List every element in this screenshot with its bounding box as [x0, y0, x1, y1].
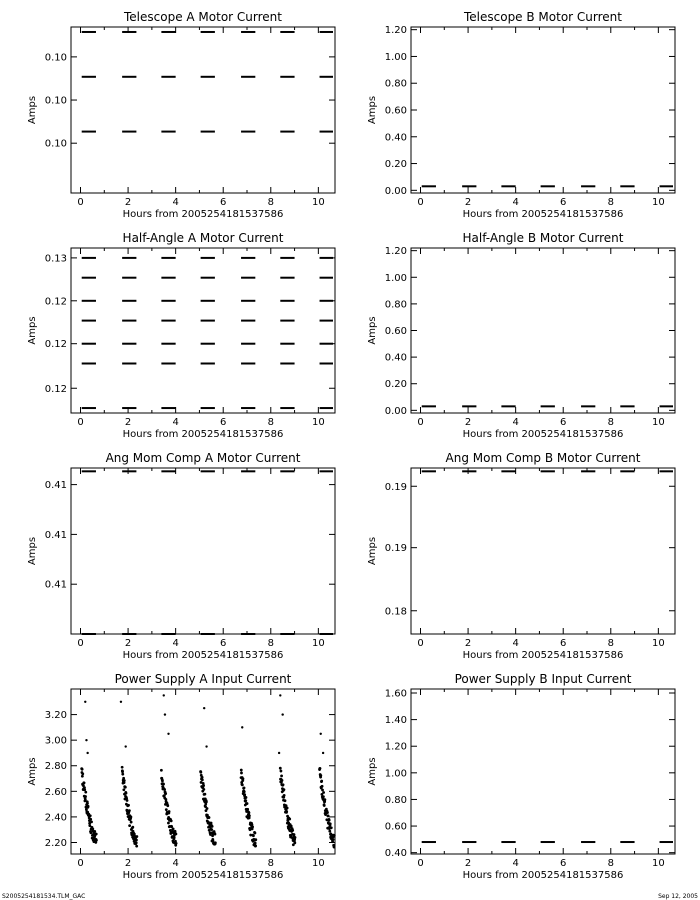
panel-7-data-point [319, 774, 322, 777]
panel-2-y-tick-label: 0.00 [384, 185, 407, 197]
panel-7-data-point [321, 785, 324, 788]
panel-4-title: Half-Angle B Motor Current [462, 231, 624, 245]
panel-7-data-point [321, 789, 324, 792]
panel-7-data-point [135, 839, 138, 842]
panel-2-x-axis-label: Hours from 2005254181537586 [462, 209, 624, 220]
panel-7-data-point [280, 775, 283, 778]
panel-7-y-tick-label: 3.00 [44, 735, 67, 747]
panel-7-data-point [162, 783, 165, 786]
panel-7-data-point [245, 796, 248, 799]
panel-8-y-axis-label: Amps [367, 757, 378, 786]
panel-2-y-tick-label: 0.80 [384, 78, 407, 90]
panel-2-y-tick-label: 1.00 [384, 51, 407, 63]
panel-6-frame [411, 468, 675, 634]
panel-7-x-tick-label: 2 [124, 858, 132, 869]
panel-7-data-point [332, 838, 335, 841]
panel-7-data-point [286, 807, 289, 810]
panel-7-data-point [175, 833, 178, 836]
panel-7-data-point [251, 826, 254, 829]
panel-7-outlier-point [85, 739, 87, 741]
panel-2-x-tick-label: 10 [651, 197, 665, 208]
panel-7-outlier-point [120, 701, 122, 703]
panel-7-data-point [254, 838, 257, 841]
panel-2-x-tick-label: 6 [560, 197, 567, 208]
panel-7-data-point [283, 788, 286, 791]
panel-5-x-tick-label: 10 [311, 638, 325, 649]
panel-8-y-tick-label: 0.40 [384, 848, 407, 860]
panel-8-y-tick-label: 0.60 [384, 821, 407, 833]
panel-7-data-point [170, 825, 173, 828]
panel-7-outlier-point [167, 733, 169, 735]
footer-left: S2005254181534.TLM_GAC [2, 893, 86, 900]
panel-7-y-tick-label: 2.80 [44, 761, 67, 773]
panel-7-outlier-point [84, 701, 86, 703]
panel-1-frame [71, 27, 335, 193]
panel-4-x-tick-label: 10 [651, 417, 665, 428]
panel-7-x-tick-label: 6 [220, 858, 227, 869]
panel-4-y-tick-label: 1.20 [384, 246, 407, 258]
panel-8-x-tick-label: 6 [560, 858, 567, 869]
panel-7-outlier-point [86, 752, 88, 754]
panel-1-x-tick-label: 10 [311, 197, 325, 208]
panel-7-data-point [160, 769, 163, 772]
panel-7-data-point [81, 768, 84, 771]
panel-7-data-point [291, 829, 294, 832]
panel-7-data-point [83, 788, 86, 791]
panel-5-x-tick-label: 2 [124, 638, 132, 649]
panel-7-data-point [288, 818, 291, 821]
panel-3-x-tick-label: 4 [172, 417, 179, 428]
panel-7-data-point [81, 773, 84, 776]
panel-7-outlier-point [278, 752, 280, 754]
panel-7-data-point [280, 770, 283, 773]
panel-7-data-point [167, 822, 170, 825]
panel-4-y-tick-label: 0.60 [384, 326, 407, 337]
panel-7-data-point [241, 783, 244, 786]
panel-7-data-point [294, 836, 297, 839]
panel-7-x-tick-label: 0 [77, 858, 84, 869]
panel-7-y-tick-label: 2.40 [44, 812, 67, 824]
panel-7-outlier-point [125, 745, 127, 747]
panel-5-frame [71, 468, 335, 634]
panel-7-data-point [122, 788, 125, 791]
panel-7-data-point [246, 802, 249, 805]
panel-3-y-tick-label: 0.13 [44, 253, 67, 265]
panel-5-x-tick-label: 6 [220, 638, 227, 649]
panel-7-x-tick-label: 8 [267, 858, 274, 869]
panel-7-data-point [202, 784, 205, 787]
panel-8-y-tick-label: 1.40 [384, 715, 407, 727]
panel-6-x-axis-label: Hours from 2005254181537586 [462, 650, 624, 661]
panel-7-data-point [95, 839, 98, 842]
panel-7-data-point [130, 821, 133, 824]
panel-4-y-axis-label: Amps [367, 316, 378, 345]
panel-8-x-tick-label: 0 [417, 858, 424, 869]
panel-3-frame [71, 248, 335, 413]
panel-7-data-point [319, 767, 322, 770]
panel-7-data-point [254, 842, 257, 845]
panel-7-data-point [175, 842, 178, 845]
panel-7-data-point [214, 833, 217, 836]
panel-2-x-tick-label: 2 [464, 197, 472, 208]
panel-6-y-tick-label: 0.19 [384, 481, 407, 493]
panel-5-x-tick-label: 8 [267, 638, 274, 649]
panel-7-data-point [87, 805, 90, 808]
panel-7-data-point [290, 825, 293, 828]
panel-7-data-point [135, 835, 138, 838]
panel-5-title: Ang Mom Comp A Motor Current [105, 451, 301, 465]
panel-7-data-point [210, 828, 213, 831]
panel-7-data-point [282, 783, 285, 786]
panel-7-data-point [328, 819, 331, 822]
panel-7-data-point [323, 798, 326, 801]
panel-7-data-point [248, 811, 251, 814]
panel-3-y-tick-label: 0.12 [44, 383, 67, 395]
panel-7-data-point [208, 816, 211, 819]
panel-7-data-point [254, 844, 257, 847]
panel-4-y-tick-label: 0.80 [384, 299, 407, 311]
panel-6-x-tick-label: 10 [651, 638, 665, 649]
panel-4-y-tick-label: 1.00 [384, 272, 407, 284]
panel-8-y-tick-label: 1.60 [384, 688, 407, 700]
panel-8-y-tick-label: 1.00 [384, 768, 407, 780]
panel-7-outlier-point [205, 745, 207, 747]
panel-8-y-tick-label: 0.80 [384, 794, 407, 806]
panel-7-data-point [206, 807, 209, 810]
panel-1-x-tick-label: 0 [77, 197, 84, 208]
panel-7-data-point [254, 832, 257, 835]
panel-3-y-axis-label: Amps [27, 316, 38, 345]
panel-7-data-point [168, 810, 171, 813]
panel-5-x-tick-label: 4 [172, 638, 179, 649]
panel-7-outlier-point [241, 726, 243, 728]
panel-4-x-tick-label: 0 [417, 417, 424, 428]
panel-1-x-tick-label: 4 [172, 197, 179, 208]
panel-4-y-tick-label: 0.20 [384, 379, 407, 391]
panel-7-data-point [165, 808, 168, 811]
panel-2-x-tick-label: 0 [417, 197, 424, 208]
panel-2-x-tick-label: 4 [512, 197, 519, 208]
panel-1-title: Telescope A Motor Current [124, 10, 282, 24]
panel-7-frame [71, 689, 335, 854]
panel-7-data-point [123, 779, 126, 782]
panel-5-y-tick-label: 0.41 [44, 579, 67, 591]
panel-4-x-tick-label: 4 [512, 417, 519, 428]
panel-6-y-tick-label: 0.19 [384, 543, 407, 555]
panel-7-data-point [205, 800, 208, 803]
panel-8-x-tick-label: 10 [651, 858, 665, 869]
panel-7-x-tick-label: 4 [172, 858, 179, 869]
panel-7-y-tick-label: 2.60 [44, 786, 67, 798]
panel-7-data-point [121, 773, 124, 776]
panel-6-x-tick-label: 8 [607, 638, 614, 649]
panel-1-x-axis-label: Hours from 2005254181537586 [122, 209, 284, 220]
panel-8-x-tick-label: 2 [464, 858, 472, 869]
panel-7-data-point [201, 779, 204, 782]
panel-7-data-point [84, 791, 87, 794]
panel-7-data-point [81, 775, 84, 778]
panel-8-x-tick-label: 4 [512, 858, 519, 869]
panel-2-y-tick-label: 0.40 [384, 132, 407, 144]
panel-7-outlier-point [322, 752, 324, 754]
panel-7-data-point [124, 786, 127, 789]
panel-1-x-tick-label: 8 [267, 197, 274, 208]
panel-2-frame [411, 27, 675, 193]
panel-7-outlier-point [279, 694, 281, 696]
panel-7-data-point [328, 830, 331, 833]
panel-7-data-point [333, 846, 336, 849]
panel-7-data-point [293, 841, 296, 844]
panel-7-data-point [246, 808, 249, 811]
panel-3-y-tick-label: 0.12 [44, 339, 67, 351]
panel-7-data-point [285, 810, 288, 813]
panel-4-y-tick-label: 0.00 [384, 405, 407, 417]
panel-7-data-point [202, 788, 205, 791]
panel-7-data-point [89, 818, 92, 821]
panel-7-data-point [93, 830, 96, 833]
panel-7-data-point [214, 841, 217, 844]
panel-1-x-tick-label: 2 [124, 197, 132, 208]
panel-1-x-tick-label: 6 [220, 197, 227, 208]
panel-2-x-tick-label: 8 [607, 197, 614, 208]
panel-7-outlier-point [163, 694, 165, 696]
panel-7-data-point [170, 819, 173, 822]
panel-5-y-tick-label: 0.41 [44, 480, 67, 492]
panel-7-data-point [203, 793, 206, 796]
panel-1-y-tick-label: 0.10 [44, 95, 67, 107]
panel-7-data-point [327, 815, 330, 818]
panel-7-data-point [240, 769, 243, 772]
panel-2-y-tick-label: 1.20 [384, 25, 407, 37]
panel-7-outlier-point [320, 733, 322, 735]
panel-1-y-axis-label: Amps [27, 95, 38, 125]
panel-7-data-point [201, 776, 204, 779]
panel-7-y-tick-label: 3.20 [44, 710, 67, 722]
panel-7-data-point [121, 766, 124, 769]
panel-7-data-point [135, 841, 138, 844]
panel-6-title: Ang Mom Comp B Motor Current [445, 451, 641, 465]
panel-7-data-point [283, 794, 286, 797]
panel-7-x-tick-label: 10 [311, 858, 325, 869]
panel-7-data-point [83, 781, 86, 784]
panel-2-title: Telescope B Motor Current [463, 10, 623, 24]
panel-7-data-point [329, 822, 332, 825]
panel-6-y-axis-label: Amps [367, 536, 378, 566]
panel-7-data-point [166, 804, 169, 807]
panel-7-data-point [330, 826, 333, 829]
panel-7-data-point [322, 795, 325, 798]
panel-7-data-point [199, 771, 202, 774]
panel-2-y-axis-label: Amps [367, 95, 378, 125]
panel-7-data-point [125, 792, 128, 795]
panel-4-x-tick-label: 8 [607, 417, 614, 428]
panel-5-y-tick-label: 0.41 [44, 529, 67, 541]
panel-4-frame [411, 248, 675, 413]
panel-7-data-point [86, 802, 89, 805]
panel-7-data-point [163, 788, 166, 791]
panel-7-data-point [84, 795, 87, 798]
panel-8-x-axis-label: Hours from 2005254181537586 [462, 870, 624, 881]
panel-7-data-point [121, 770, 124, 773]
panel-7-data-point [128, 824, 131, 827]
panel-7-data-point [135, 845, 138, 848]
panel-7-title: Power Supply A Input Current [114, 672, 292, 686]
panel-4-x-tick-label: 2 [464, 417, 472, 428]
panel-7-data-point [161, 779, 164, 782]
panel-7-data-point [252, 834, 255, 837]
panel-5-x-axis-label: Hours from 2005254181537586 [122, 650, 284, 661]
panel-3-title: Half-Angle A Motor Current [122, 231, 284, 245]
panel-7-data-point [129, 816, 132, 819]
panel-6-x-tick-label: 2 [464, 638, 472, 649]
panel-3-x-tick-label: 2 [124, 417, 132, 428]
panel-1-y-tick-label: 0.10 [44, 52, 67, 64]
footer-right: Sep 12, 2005 [658, 893, 698, 900]
panel-7-outlier-point [203, 707, 205, 709]
panel-7-data-point [243, 793, 246, 796]
panel-7-data-point [244, 799, 247, 802]
panel-7-data-point [131, 826, 134, 829]
panel-4-x-axis-label: Hours from 2005254181537586 [462, 429, 624, 440]
panel-6-y-tick-label: 0.18 [384, 606, 407, 618]
panel-5-y-axis-label: Amps [27, 536, 38, 566]
panel-3-x-axis-label: Hours from 2005254181537586 [122, 429, 284, 440]
panel-7-x-axis-label: Hours from 2005254181537586 [122, 870, 284, 881]
panel-7-y-tick-label: 2.20 [44, 837, 67, 849]
panel-3-x-tick-label: 8 [267, 417, 274, 428]
panel-7-data-point [95, 833, 98, 836]
panel-7-data-point [333, 834, 336, 837]
panel-2-y-tick-label: 0.60 [384, 105, 407, 117]
panel-7-data-point [320, 780, 323, 783]
panel-7-data-point [322, 791, 325, 794]
panel-7-data-point [326, 811, 329, 814]
panel-7-data-point [279, 767, 282, 770]
panel-7-data-point [126, 799, 129, 802]
panel-7-data-point [172, 828, 175, 831]
panel-7-data-point [89, 814, 92, 817]
panel-7-data-point [243, 787, 246, 790]
panel-7-data-point [127, 804, 130, 807]
panel-8-frame [411, 689, 675, 854]
panel-4-x-tick-label: 6 [560, 417, 567, 428]
panel-7-data-point [243, 790, 246, 793]
panel-7-data-point [164, 792, 167, 795]
panel-8-x-tick-label: 8 [607, 858, 614, 869]
panel-7-data-point [240, 772, 243, 775]
panel-7-data-point [281, 779, 284, 782]
panel-3-x-tick-label: 10 [311, 417, 325, 428]
panel-8-y-tick-label: 1.20 [384, 741, 407, 753]
panel-7-data-point [211, 825, 214, 828]
panel-7-data-point [90, 820, 93, 823]
panel-5-x-tick-label: 0 [77, 638, 84, 649]
panel-7-data-point [323, 804, 326, 807]
panel-7-outlier-point [281, 713, 283, 715]
panel-7-data-point [248, 814, 251, 817]
panel-7-data-point [128, 809, 131, 812]
panel-3-y-tick-label: 0.12 [44, 296, 67, 308]
panel-7-data-point [284, 799, 287, 802]
panel-3-x-tick-label: 6 [220, 417, 227, 428]
panel-6-x-tick-label: 6 [560, 638, 567, 649]
panel-4-y-tick-label: 0.40 [384, 352, 407, 364]
panel-6-x-tick-label: 0 [417, 638, 424, 649]
panel-2-y-tick-label: 0.20 [384, 159, 407, 171]
panel-7-data-point [242, 777, 245, 780]
panel-1-y-tick-label: 0.10 [44, 138, 67, 150]
panel-8-title: Power Supply B Input Current [454, 672, 632, 686]
panel-7-y-axis-label: Amps [27, 757, 38, 786]
panel-6-x-tick-label: 4 [512, 638, 519, 649]
panel-7-outlier-point [164, 713, 166, 715]
panel-3-x-tick-label: 0 [77, 417, 84, 428]
